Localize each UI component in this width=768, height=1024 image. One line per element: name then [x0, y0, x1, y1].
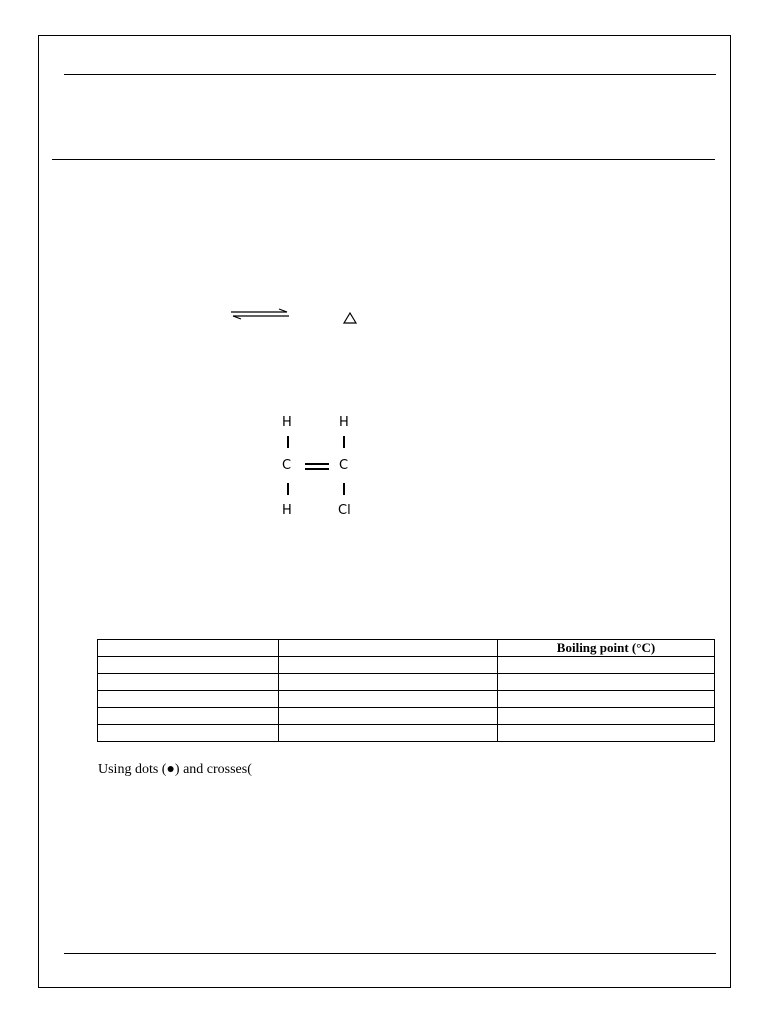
table-cell — [98, 708, 279, 725]
table-cell — [498, 691, 715, 708]
table-cell — [279, 657, 498, 674]
table-cell — [98, 657, 279, 674]
header-rule-bottom — [52, 159, 715, 160]
table-header-cell — [279, 640, 498, 657]
table-header-boiling-point: Boiling point (°C) — [498, 640, 715, 657]
footer-rule — [64, 953, 716, 954]
table-cell — [98, 725, 279, 742]
bond-bottom-right — [343, 483, 345, 495]
boiling-point-table — [97, 639, 715, 742]
atom-c-right: C — [339, 458, 349, 473]
question-text: Using dots (●) and crosses( — [98, 762, 252, 777]
table-cell — [498, 708, 715, 725]
table-row — [98, 725, 715, 742]
atom-h-bottom-left: H — [282, 503, 292, 518]
table-cell — [498, 725, 715, 742]
table-cell — [279, 691, 498, 708]
heat-delta-icon — [341, 311, 359, 325]
table-row — [98, 691, 715, 708]
double-bond-lower — [305, 468, 329, 470]
table-header-cell — [98, 640, 279, 657]
table-cell — [498, 657, 715, 674]
table-row — [98, 674, 715, 691]
table-row — [98, 657, 715, 674]
table-cell — [498, 674, 715, 691]
atom-c-left: C — [282, 458, 292, 473]
table-cell — [98, 674, 279, 691]
page-border — [38, 35, 731, 988]
table-cell — [279, 674, 498, 691]
atom-h-top-right: H — [339, 415, 349, 430]
atom-h-top-left: H — [282, 415, 292, 430]
table-cell — [279, 725, 498, 742]
table-cell — [98, 691, 279, 708]
double-bond-upper — [305, 463, 329, 465]
bond-top-left — [287, 436, 289, 448]
table-row — [98, 708, 715, 725]
vinyl-chloride-structure — [276, 410, 366, 522]
equilibrium-arrows-icon — [229, 307, 291, 321]
atom-cl-bottom-right: Cl — [338, 503, 351, 518]
bond-top-right — [343, 436, 345, 448]
header-rule-top — [64, 74, 716, 75]
table-cell — [279, 708, 498, 725]
bond-bottom-left — [287, 483, 289, 495]
table-header-row — [98, 640, 715, 657]
